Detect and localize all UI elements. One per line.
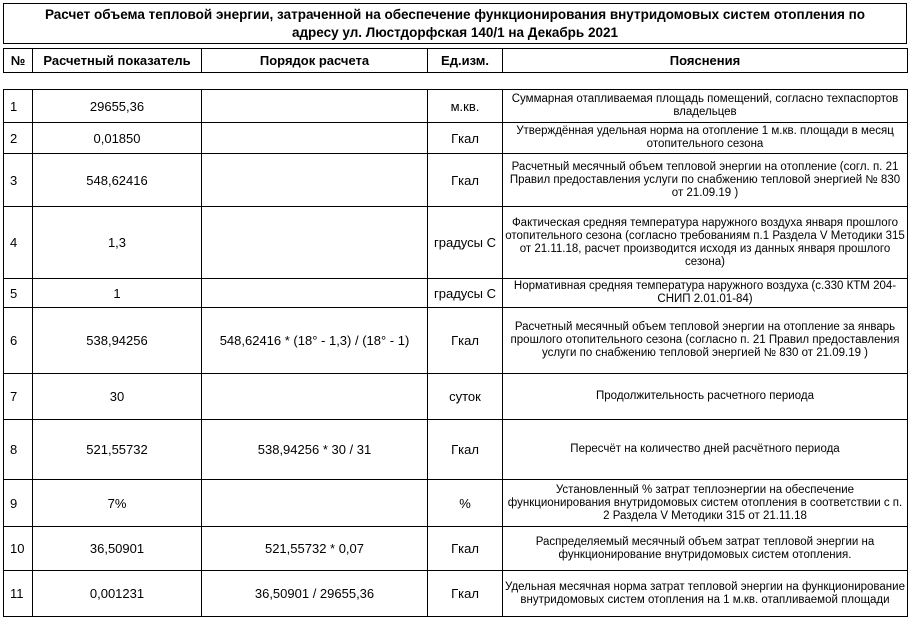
- table-row: [4, 90, 908, 123]
- cell-num: 6: [4, 308, 33, 374]
- header-value: Расчетный показатель: [33, 49, 202, 73]
- cell-explanation: Распределяемый месячный объем затрат тепловой энергии на функционирование внутридомовых систем отопления.: [503, 527, 908, 571]
- cell-value: 0,001231: [33, 571, 202, 617]
- cell-explanation: Продолжительность расчетного периода: [503, 374, 908, 420]
- cell-value: 521,55732: [33, 420, 202, 480]
- header-unit: Ед.изм.: [428, 49, 503, 73]
- header-explanation: Пояснения: [503, 49, 908, 73]
- spacer-cell: [428, 73, 503, 90]
- cell-explanation: Фактическая средняя температура наружного воздуха января прошлого отопительного сезона (согласно требованиям п.1 Раздела V Методики 315 от 21.11.18, расчет производится исходя из данных января прошлого сезона): [503, 207, 908, 279]
- cell-formula: [202, 123, 428, 154]
- cell-unit: Гкал: [428, 123, 503, 154]
- report-title: [3, 3, 907, 44]
- table-row: [4, 480, 908, 527]
- cell-num: 3: [4, 154, 33, 207]
- report-title-line-1: Расчет объема тепловой энергии, затраченной на обеспечение функционирования внутридомовых систем отопления по: [44, 7, 866, 22]
- cell-unit: м.кв.: [428, 90, 503, 123]
- cell-num: 10: [4, 527, 33, 571]
- spacer-cell: [4, 73, 33, 90]
- cell-num: 7: [4, 374, 33, 420]
- cell-explanation: Суммарная отапливаемая площадь помещений, согласно техпаспортов владельцев: [503, 90, 908, 123]
- cell-formula: 548,62416 * (18° - 1,3) / (18° - 1): [202, 308, 428, 374]
- spacer-cell: [202, 73, 428, 90]
- cell-formula: 521,55732 * 0,07: [202, 527, 428, 571]
- cell-unit: %: [428, 480, 503, 527]
- cell-unit: Гкал: [428, 308, 503, 374]
- table-header-row: [4, 49, 908, 73]
- cell-formula: [202, 374, 428, 420]
- cell-value: 548,62416: [33, 154, 202, 207]
- cell-value: 1: [33, 279, 202, 308]
- cell-formula: [202, 90, 428, 123]
- header-num: №: [4, 49, 33, 73]
- cell-num: 5: [4, 279, 33, 308]
- cell-formula: 36,50901 / 29655,36: [202, 571, 428, 617]
- table-row: [4, 279, 908, 308]
- cell-formula: [202, 154, 428, 207]
- table-row: [4, 571, 908, 617]
- cell-value: 7%: [33, 480, 202, 527]
- cell-formula: [202, 279, 428, 308]
- spacer-row: [4, 73, 908, 90]
- table-row: [4, 123, 908, 154]
- cell-unit: Гкал: [428, 527, 503, 571]
- cell-formula: [202, 207, 428, 279]
- report-title-line-2: адресу ул. Люстдорфская 140/1 на Декабрь 2021: [291, 25, 619, 40]
- cell-explanation: Пересчёт на количество дней расчётного периода: [503, 420, 908, 480]
- table-row: [4, 420, 908, 480]
- table-row: [4, 308, 908, 374]
- cell-num: 2: [4, 123, 33, 154]
- table-row: [4, 527, 908, 571]
- cell-formula: [202, 480, 428, 527]
- cell-num: 11: [4, 571, 33, 617]
- cell-value: 0,01850: [33, 123, 202, 154]
- cell-value: 1,3: [33, 207, 202, 279]
- cell-explanation: Расчетный месячный объем тепловой энергии на отопление (согл. п. 21 Правил предоставления услуги по снабжению тепловой энергией № 830 от 21.09.19 ): [503, 154, 908, 207]
- cell-num: 8: [4, 420, 33, 480]
- spacer-cell: [503, 73, 908, 90]
- cell-value: 36,50901: [33, 527, 202, 571]
- cell-unit: градусы С: [428, 279, 503, 308]
- calculation-table: [3, 48, 908, 617]
- cell-explanation: Удельная месячная норма затрат тепловой энергии на функционирование внутридомовых систем отопления на 1 м.кв. отапливаемой площади: [503, 571, 908, 617]
- cell-num: 1: [4, 90, 33, 123]
- cell-value: 29655,36: [33, 90, 202, 123]
- cell-value: 538,94256: [33, 308, 202, 374]
- cell-explanation: Расчетный месячный объем тепловой энергии на отопление за январь прошлого отопительного сезона (согласно п. 21 Правил предоставления услуги по снабжению тепловой энергией № 830 от 21.09.19 ): [503, 308, 908, 374]
- table-row: [4, 374, 908, 420]
- cell-unit: Гкал: [428, 571, 503, 617]
- cell-unit: Гкал: [428, 154, 503, 207]
- cell-unit: градусы С: [428, 207, 503, 279]
- cell-value: 30: [33, 374, 202, 420]
- cell-unit: суток: [428, 374, 503, 420]
- cell-explanation: Установленный % затрат теплоэнергии на обеспечение функционирования внутридомовых систем отопления в соответствии с п. 2 Раздела V Методики 315 от 21.11.18: [503, 480, 908, 527]
- cell-num: 9: [4, 480, 33, 527]
- table-row: [4, 154, 908, 207]
- cell-unit: Гкал: [428, 420, 503, 480]
- cell-formula: 538,94256 * 30 / 31: [202, 420, 428, 480]
- table-row: [4, 207, 908, 279]
- spacer-cell: [33, 73, 202, 90]
- header-formula: Порядок расчета: [202, 49, 428, 73]
- cell-num: 4: [4, 207, 33, 279]
- cell-explanation: Нормативная средняя температура наружного воздуха (с.330 КТМ 204-СНИП 2.01.01-84): [503, 279, 908, 308]
- cell-explanation: Утверждённая удельная норма на отопление 1 м.кв. площади в месяц отопительного сезона: [503, 123, 908, 154]
